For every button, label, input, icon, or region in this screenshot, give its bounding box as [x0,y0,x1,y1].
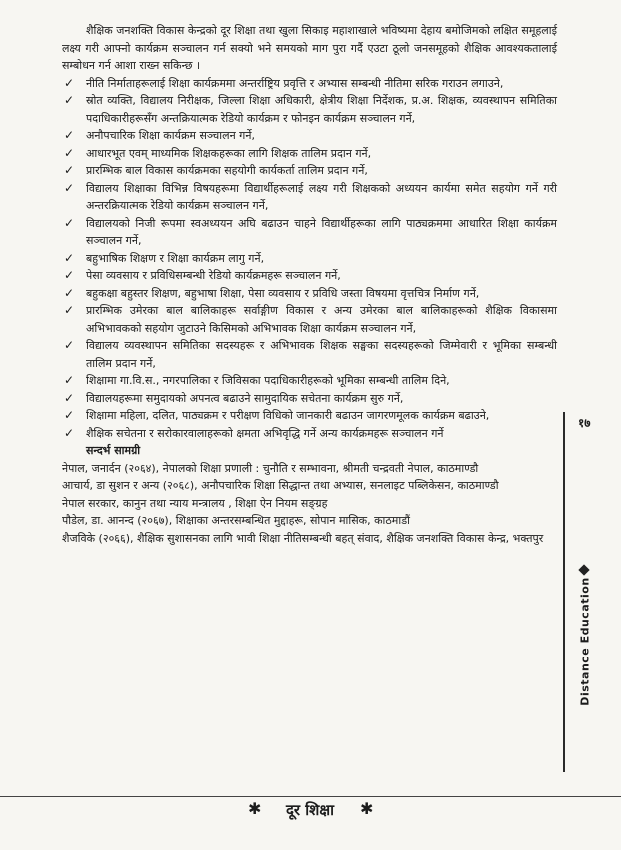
checklist-item-text: प्रारम्भिक बाल विकास कार्यक्रमका सहयोगी कार्यकर्ता तालिम प्रदान गर्ने, [86,164,368,177]
references-list [62,460,557,548]
references-heading: सन्दर्भ सामग्री [86,444,141,457]
check-icon: ✓ [64,180,75,195]
check-icon: ✓ [64,128,75,142]
reference-entry: आचार्य, डा सुशन र अन्य (२०६८), अनौपचारिक शिक्षा सिद्धान्त तथा अभ्यास, सनलाइट पब्लिकेसन, काठमाण्डौ [62,479,499,492]
check-icon: ✓ [64,408,75,422]
side-divider-line [563,412,565,772]
page-footer [0,796,621,823]
side-label-text: Distance Education [578,577,592,706]
checklist-item [62,250,557,268]
checklist-item [62,215,557,250]
checklist-item [62,425,557,443]
checklist-item-text: बहुकक्षा बहुस्तर शिक्षण, बहुभाषा शिक्षा, पेसा व्यवसाय र प्रविधि जस्ता विषयमा वृत्तचित्र निर्माण गर्ने, [86,286,480,300]
checklist-item [62,162,557,180]
checklist [62,75,557,443]
checklist-item-text: स्रोत व्यक्ति, विद्यालय निरीक्षक, जिल्ला शिक्षा अधिकारी, क्षेत्रीय शिक्षा निर्देशक, प्र.अ. शिक्षक, व्यवस्थापन समितिका पदाधिकारीहरूसँग अन्तक्रियात्मक रेडियो कार्यक्रम र फोनइन कार्यक्रम सञ्चालन गर्ने, [86,94,557,125]
checklist-item [62,407,557,425]
reference-entry: शैजविके (२०६६), शैक्षिक सुशासनका लागि भावी शिक्षा नीतिसम्बन्धी बहत् संवाद, शैक्षिक जनशक्ति विकास केन्द्र, भक्तपुर [62,531,544,545]
check-icon: ✓ [64,215,75,230]
check-icon: ✓ [64,163,75,177]
checklist-item-text: अनौपचारिक शिक्षा कार्यक्रम सञ्चालन गर्ने, [86,129,255,142]
checklist-item-text: प्रारम्भिक उमेरका बाल बालिकाहरू सर्वाङ्गीण विकास र अन्य उमेरका बाल बालिकाहरूको शैक्षिक विकासमा अभिभावकको सहयोग जुटाउने किसिमको अभिभावक शिक्षा कार्यक्रम सञ्चालन गर्ने, [86,304,557,335]
checklist-item [62,75,557,93]
check-icon: ✓ [64,93,75,107]
check-icon: ✓ [64,285,75,300]
checklist-item [62,372,557,390]
reference-entry: नेपाल सरकार, कानुन तथा न्याय मन्त्रालय , शिक्षा ऐन नियम सङ्ग्रह [62,496,328,510]
checklist-item-text: विद्यालयको निजी रूपमा स्वअध्ययन अघि बढाउन चाहने विद्यार्थीहरूका लागि पाठ्यक्रममा आधारित शिक्षा कार्यक्रम सञ्चालन गर्ने, [86,216,557,247]
check-icon: ✓ [64,75,75,90]
checklist-item [62,127,557,145]
page-content [62,22,557,547]
checklist-item-text: नीति निर्माताहरूलाई शिक्षा कार्यक्रममा अन्तर्राष्ट्रिय प्रवृत्ति र अभ्यास सम्बन्धी नीतिमा सरिक गराउन लगाउने, [86,76,504,90]
checklist-item [62,180,557,215]
checklist-item-text: शैक्षिक सचेतना र सरोकारवालाहरूको क्षमता अभिवृद्धि गर्ने अन्य कार्यक्रमहरू सञ्चालन गर्ने [86,426,444,440]
check-icon: ✓ [64,250,75,265]
check-icon: ✓ [64,338,75,352]
star-icon-left: ✱ [248,799,262,818]
checklist-item-text: विद्यालयहरूमा समुदायको अपनत्व बढाउने सामुदायिक सचेतना कार्यक्रम सुरु गर्ने, [86,391,404,405]
check-icon: ✓ [64,303,75,317]
side-label [575,560,595,730]
checklist-item-text: विद्यालय शिक्षाका विभिन्न विषयहरूमा विद्यार्थीहरूलाई लक्ष्य गरी शिक्षकको अध्ययन कार्यमा समेत सहयोग गर्ने गरी अन्तरक्रियात्मक रेडियो कार्यक्रम सञ्चालन गर्ने, [86,181,557,212]
check-icon: ✓ [64,425,75,440]
checklist-item [62,337,557,372]
check-icon: ✓ [64,268,75,282]
checklist-item-text: आधारभूत एवम् माध्यमिक शिक्षकहरूका लागि शिक्षक तालिम प्रदान गर्ने, [86,146,372,160]
checklist-item-text: विद्यालय व्यवस्थापन समितिका सदस्यहरू र अभिभावक शिक्षक सङ्घका सदस्यहरूको जिम्मेवारी र भूमिका सम्बन्धी तालिम प्रदान गर्ने, [86,339,557,370]
reference-entry: नेपाल, जनार्दन (२०६४), नेपालको शिक्षा प्रणाली : चुनौति र सम्भावना, श्रीमती चन्द्रवती नेपाल, काठमाण्डौ [62,461,479,475]
checklist-item [62,92,557,127]
checklist-item-text: शिक्षामा महिला, दलित, पाठ्यक्रम र परीक्षण विधिको जानकारी बढाउन जागरणमूलक कार्यक्रम बढाउने, [86,409,490,422]
page-number: १७ [578,416,591,430]
checklist-item-text: बहुभाषिक शिक्षण र शिक्षा कार्यक्रम लागु गर्ने, [86,251,265,265]
star-icon-right: ✱ [360,799,374,818]
checklist-item-text: पेसा व्यवसाय र प्रविधिसम्बन्धी रेडियो कार्यक्रमहरू सञ्चालन गर्ने, [86,269,341,282]
check-icon: ✓ [64,145,75,160]
intro-paragraph: शैक्षिक जनशक्ति विकास केन्द्रको दूर शिक्षा तथा खुला सिकाइ महाशाखाले भविष्यमा देहाय बमोजिमको लक्षित समूहलाई लक्ष्य गरी आफ्नो कार्यक्रम सञ्चालन गर्न सक्यो भने समयको माग पुरा गर्दै एउटा ठूलो जनसमूहको शैक्षिक आवश्यकतालाई सम्बोधन गर्न आशा राख्न सकिन्छ । [62,24,557,72]
checklist-item [62,267,557,285]
reference-entry: पौडेल, डा. आनन्द (२०६७), शिक्षाका अन्तरसम्बन्धित मुद्दाहरू, सोपान मासिक, काठमाडौं [62,514,410,527]
check-icon: ✓ [64,390,75,405]
checklist-item [62,390,557,408]
footer-title: दूर शिक्षा [285,801,335,819]
check-icon: ✓ [64,373,75,387]
checklist-item-text: शिक्षामा गा.वि.स., नगरपालिका र जिविसका पदाधिकारीहरूको भूमिका सम्बन्धी तालिम दिने, [86,374,450,387]
checklist-item [62,302,557,337]
checklist-item [62,285,557,303]
checklist-item [62,145,557,163]
